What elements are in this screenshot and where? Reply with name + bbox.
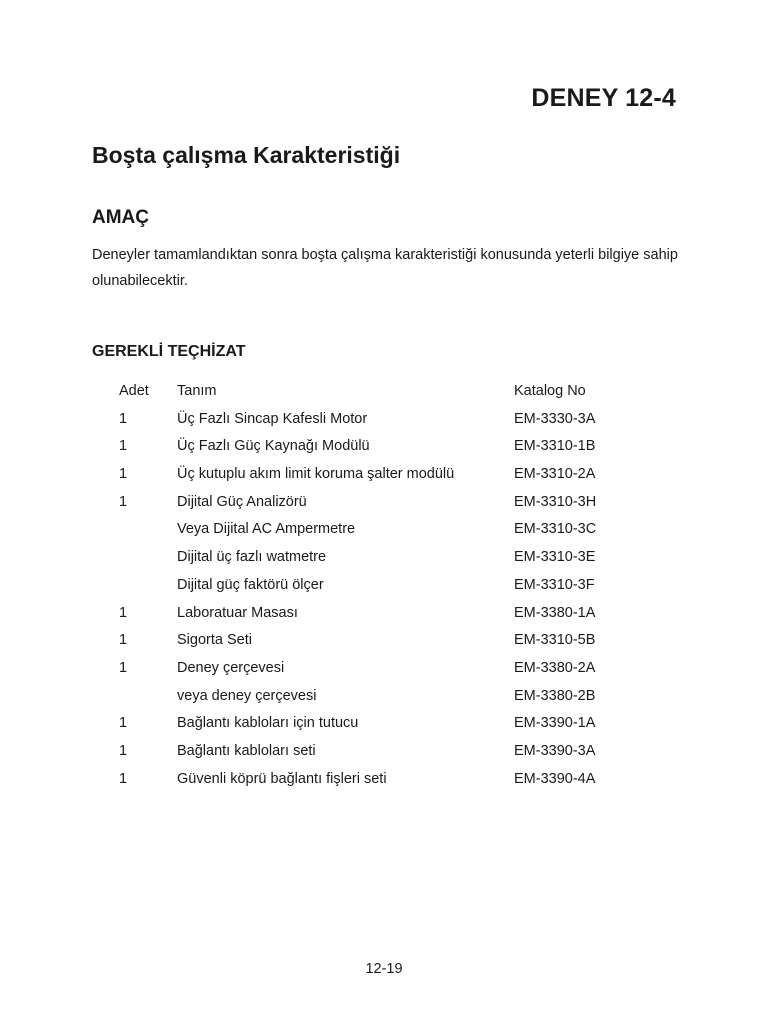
table-row bbox=[0, 433, 768, 461]
row-qty: 1 bbox=[119, 438, 128, 455]
row-qty: 1 bbox=[119, 604, 128, 621]
table-row bbox=[0, 489, 768, 517]
row-description: veya deney çerçevesi bbox=[177, 687, 317, 704]
table-row bbox=[0, 655, 768, 683]
row-catalog-no: EM-3310-3E bbox=[514, 549, 596, 566]
row-description: Bağlantı kabloları seti bbox=[177, 742, 316, 759]
row-description: Bağlantı kabloları için tutucu bbox=[177, 715, 359, 732]
row-catalog-no: EM-3390-4A bbox=[514, 770, 596, 787]
row-catalog-no: EM-3310-3F bbox=[514, 576, 595, 593]
row-description: Veya Dijital AC Ampermetre bbox=[177, 521, 356, 538]
row-catalog-no: EM-3310-1B bbox=[514, 438, 596, 455]
table-row bbox=[0, 461, 768, 489]
row-catalog-no: EM-3390-3A bbox=[514, 742, 596, 759]
table-row bbox=[0, 627, 768, 655]
table-row bbox=[0, 516, 768, 544]
row-qty: 1 bbox=[119, 466, 128, 483]
row-qty: 1 bbox=[119, 410, 128, 427]
table-row bbox=[0, 738, 768, 766]
table-row bbox=[0, 683, 768, 711]
row-catalog-no: EM-3310-3C bbox=[514, 521, 597, 538]
column-header-qty: Adet bbox=[119, 383, 149, 399]
row-qty: 1 bbox=[119, 632, 128, 649]
row-catalog-no: EM-3310-2A bbox=[514, 466, 596, 483]
row-description: Güvenli köprü bağlantı fişleri seti bbox=[177, 770, 387, 787]
row-catalog-no: EM-3380-1A bbox=[514, 604, 596, 621]
table-row bbox=[0, 406, 768, 434]
row-catalog-no: EM-3380-2B bbox=[514, 687, 596, 704]
row-catalog-no: EM-3380-2A bbox=[514, 659, 596, 676]
page-title: Boşta çalışma Karakteristiği bbox=[92, 142, 401, 168]
row-catalog-no: EM-3310-3H bbox=[514, 493, 597, 510]
row-description: Deney çerçevesi bbox=[177, 659, 285, 676]
aim-heading: AMAÇ bbox=[92, 207, 149, 228]
table-row bbox=[0, 710, 768, 738]
row-catalog-no: EM-3390-1A bbox=[514, 715, 596, 732]
row-description: Laboratuar Masası bbox=[177, 604, 298, 621]
table-row bbox=[0, 600, 768, 628]
table-row bbox=[0, 572, 768, 600]
equipment-heading: GEREKLİ TEÇHİZAT bbox=[92, 343, 246, 360]
row-description: Üç Fazlı Sincap Kafesli Motor bbox=[177, 410, 368, 427]
column-header-catalog: Katalog No bbox=[514, 383, 586, 399]
row-catalog-no: EM-3330-3A bbox=[514, 410, 596, 427]
column-header-description: Tanım bbox=[177, 383, 217, 399]
row-qty: 1 bbox=[119, 659, 128, 676]
row-description: Dijital üç fazlı watmetre bbox=[177, 549, 327, 566]
aim-paragraph: Deneyler tamamlandıktan sonra boşta çalışma karakteristiği konusunda yeterli bilgiye sahip olunabilecektir. bbox=[92, 247, 678, 289]
page-number: 12-19 bbox=[365, 961, 403, 977]
table-row bbox=[0, 544, 768, 572]
row-catalog-no: EM-3310-5B bbox=[514, 632, 596, 649]
row-qty: 1 bbox=[119, 742, 128, 759]
row-qty: 1 bbox=[119, 715, 128, 732]
equipment-table bbox=[0, 378, 768, 793]
experiment-number: DENEY 12-4 bbox=[531, 84, 676, 112]
row-qty: 1 bbox=[119, 770, 128, 787]
row-qty: 1 bbox=[119, 493, 128, 510]
row-description: Dijital güç faktörü ölçer bbox=[177, 576, 324, 593]
row-description: Üç kutuplu akım limit koruma şalter modülü bbox=[177, 466, 455, 483]
row-description: Sigorta Seti bbox=[177, 632, 252, 649]
table-row bbox=[0, 766, 768, 794]
table-header-row bbox=[0, 378, 768, 406]
row-description: Üç Fazlı Güç Kaynağı Modülü bbox=[177, 438, 370, 455]
row-description: Dijital Güç Analizörü bbox=[177, 493, 307, 510]
